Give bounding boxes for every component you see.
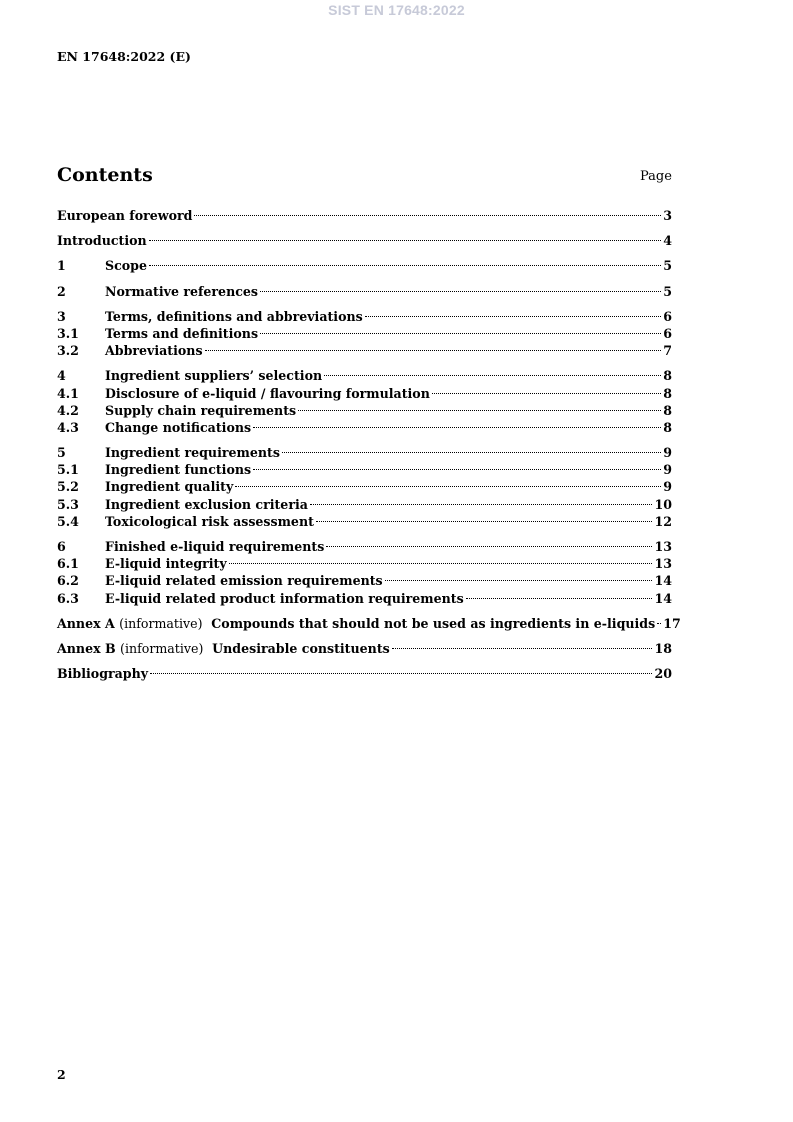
toc-entry-page: 18 — [654, 640, 672, 656]
toc-entry-page: 9 — [663, 479, 672, 495]
toc-entry-number: 6.3 — [57, 590, 79, 606]
toc-entry-title: Introduction — [57, 233, 147, 249]
toc-entry-page: 8 — [663, 419, 672, 435]
leader-dots — [324, 375, 661, 376]
toc-entry-title: Terms, definitions and abbreviations — [105, 308, 363, 324]
toc-entry-page: 13 — [654, 556, 672, 572]
toc-entry-4[interactable] — [57, 367, 672, 384]
toc-entry-6-1[interactable] — [57, 555, 672, 572]
document-id: EN 17648:2022 (E) — [57, 49, 191, 64]
toc-entry-title: European foreword — [57, 208, 193, 223]
toc-entry-page: 5 — [663, 258, 672, 274]
toc-entry-number: 5.2 — [57, 479, 79, 495]
toc-entry-page: 14 — [654, 573, 672, 589]
toc-entry-4-1[interactable] — [57, 385, 672, 402]
page-column-label: Page — [640, 169, 672, 184]
toc-entry-page: 13 — [654, 539, 672, 554]
leader-dots — [657, 623, 661, 624]
toc-entry-3-1[interactable] — [57, 325, 672, 342]
toc-entry-page: 7 — [663, 343, 672, 359]
annex-title: Compounds that should not be used as ingredients in e-liquids — [211, 615, 656, 631]
toc-entry-number: 4 — [57, 368, 66, 384]
toc-entry-4-2[interactable] — [57, 402, 672, 419]
toc-entry-page: 6 — [663, 308, 672, 324]
toc-entry-title — [57, 640, 390, 657]
annex-note: (informative) — [119, 615, 203, 631]
toc-entry-title: Abbreviations — [105, 343, 203, 359]
watermark: SIST EN 17648:2022 — [328, 2, 465, 18]
toc-entry-title: Ingredient exclusion criteria — [105, 496, 308, 512]
toc-entry-annex-b[interactable] — [57, 640, 672, 657]
leader-dots — [194, 215, 661, 216]
leader-dots — [392, 648, 653, 649]
toc-entry-page: 6 — [663, 325, 672, 341]
toc-entry-page: 14 — [654, 590, 672, 606]
toc-entry-title — [57, 615, 655, 632]
annex-label: Annex A — [57, 615, 115, 631]
toc-entry-number: 5.3 — [57, 496, 79, 512]
leader-dots — [253, 427, 661, 428]
toc-entry-title: Ingredient requirements — [105, 445, 280, 461]
toc-entry-6[interactable] — [57, 538, 672, 555]
leader-dots — [326, 546, 652, 547]
toc-entry-page: 12 — [654, 513, 672, 529]
toc-entry-title: Ingredient quality — [105, 479, 234, 495]
toc-entry-4-3[interactable] — [57, 419, 672, 436]
annex-label: Annex B — [57, 640, 116, 656]
leader-dots — [149, 265, 661, 266]
toc-entry-number: 2 — [57, 283, 66, 299]
toc-entry-5-2[interactable] — [57, 478, 672, 495]
leader-dots — [149, 240, 662, 241]
toc-entry-number: 1 — [57, 258, 66, 274]
toc-entry-2[interactable] — [57, 283, 672, 300]
leader-dots — [298, 410, 661, 411]
toc-entry-title: Toxicological risk assessment — [105, 513, 314, 529]
leader-dots — [260, 333, 661, 334]
toc-entry-page: 8 — [663, 368, 672, 384]
toc-entry-title: Disclosure of e-liquid / flavouring formulation — [105, 385, 430, 401]
toc-entry-title: Normative references — [105, 283, 259, 299]
leader-dots — [253, 469, 661, 470]
leader-dots — [385, 580, 653, 581]
toc-entry-title: Terms and definitions — [105, 325, 259, 341]
toc-entry-1[interactable] — [57, 257, 672, 274]
toc-entry-page: 20 — [654, 666, 672, 682]
toc-entry-annex-a[interactable] — [57, 615, 681, 632]
toc-entry-title: E-liquid integrity — [105, 556, 227, 572]
leader-dots — [235, 486, 661, 487]
toc-entry-page: 8 — [663, 402, 672, 418]
toc-entry-5-1[interactable] — [57, 461, 672, 478]
annex-note: (informative) — [120, 640, 204, 656]
leader-dots — [150, 673, 652, 674]
toc-entry-5-4[interactable] — [57, 513, 672, 530]
toc-entry-number: 3.1 — [57, 325, 79, 341]
toc-entry-number: 5 — [57, 445, 66, 461]
toc-entry-page: 9 — [663, 445, 672, 461]
annex-title: Undesirable constituents — [212, 640, 390, 656]
leader-dots — [310, 504, 653, 505]
toc-entry-number: 5.4 — [57, 513, 79, 529]
toc-entry-6-3[interactable] — [57, 590, 672, 607]
toc-entry-page: 9 — [663, 462, 672, 478]
toc-entry-number: 6.2 — [57, 573, 79, 589]
toc-entry-number: 5.1 — [57, 462, 79, 478]
toc-entry-5-3[interactable] — [57, 496, 672, 513]
toc-entry-title: E-liquid related product information requirements — [105, 590, 464, 606]
leader-dots — [260, 291, 661, 292]
table-of-contents — [57, 207, 681, 682]
toc-entry-title: Bibliography — [57, 666, 149, 682]
toc-entry-bibliography[interactable] — [57, 665, 672, 682]
toc-entry-title: Ingredient functions — [105, 462, 252, 478]
toc-entry-number: 4.2 — [57, 402, 79, 418]
leader-dots — [316, 521, 653, 522]
toc-entry-page: 8 — [663, 385, 672, 401]
toc-entry-number: 3 — [57, 308, 66, 324]
toc-entry-3-2[interactable] — [57, 342, 672, 359]
leader-dots — [466, 598, 653, 599]
toc-entry-page: 5 — [663, 283, 672, 299]
toc-entry-title: Change notifications — [105, 419, 252, 435]
page-number: 2 — [57, 1067, 66, 1082]
leader-dots — [229, 563, 653, 564]
toc-entry-number: 6.1 — [57, 556, 79, 572]
leader-dots — [365, 316, 661, 317]
toc-entry-number: 4.3 — [57, 419, 79, 435]
leader-dots — [282, 452, 661, 453]
toc-entry-number: 4.1 — [57, 385, 79, 401]
toc-entry-number: 3.2 — [57, 343, 79, 359]
toc-entry-title: Finished e-liquid requirements — [105, 539, 325, 554]
toc-entry-number: 6 — [57, 539, 66, 554]
toc-entry-page: 10 — [654, 496, 672, 512]
toc-entry-page: 4 — [663, 233, 672, 249]
leader-dots — [432, 393, 661, 394]
toc-entry-page: 3 — [663, 208, 672, 223]
toc-entry-title: Supply chain requirements — [105, 402, 297, 418]
toc-entry-foreword[interactable] — [57, 207, 672, 224]
leader-dots — [205, 350, 662, 351]
toc-entry-title: Scope — [105, 258, 147, 274]
toc-entry-6-2[interactable] — [57, 572, 672, 589]
toc-entry-introduction[interactable] — [57, 232, 672, 249]
toc-entry-3[interactable] — [57, 308, 672, 325]
toc-entry-title: Ingredient suppliers’ selection — [105, 368, 323, 384]
toc-entry-title: E-liquid related emission requirements — [105, 573, 383, 589]
contents-title: Contents — [57, 164, 153, 186]
toc-entry-5[interactable] — [57, 444, 672, 461]
toc-entry-page: 17 — [663, 615, 681, 631]
